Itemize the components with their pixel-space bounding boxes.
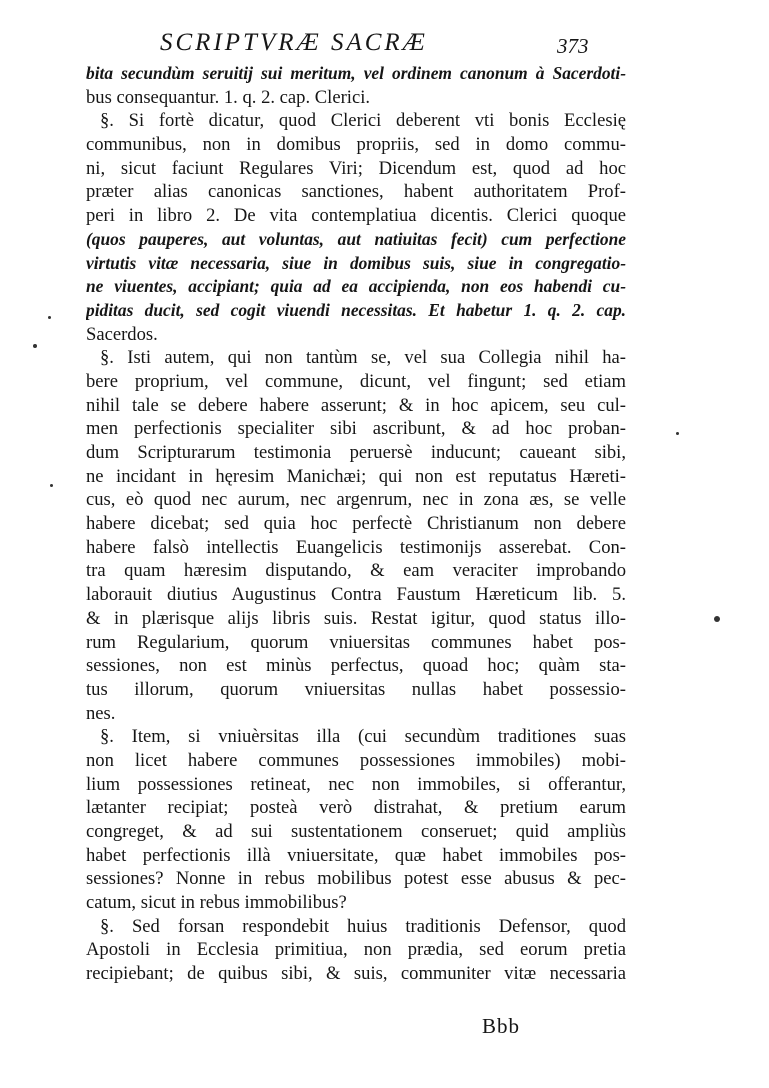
text-line: congreget, & ad sui sustentationem conseruet; quid ampliùs xyxy=(86,821,626,842)
text-line: habere dicebat; sed quia hoc perfectè Christianum non debere xyxy=(86,513,626,535)
ink-speck xyxy=(33,344,37,348)
text-line: lætanter recipiat; posteà verò distrahat, & pretium earum xyxy=(86,797,626,819)
ink-speck xyxy=(48,316,51,319)
text-line: ni, sicut faciunt Regulares Viri; Dicendum est, quod ad hoc xyxy=(86,157,626,179)
text-line: recipiebant; de quibus sibi, & suis, communiter vitæ necessaria xyxy=(86,963,626,985)
text-line: communibus, non in domibus propriis, sed in domo commu- xyxy=(86,134,626,156)
text-line: nes. xyxy=(86,702,116,724)
text-line: §. Sed forsan respondebit huius traditionis Defensor, quod xyxy=(100,915,626,937)
text-line: dum Scripturarum testimonia peruersè inducunt; caueant sibi, xyxy=(86,442,626,463)
text-line: sessiones? Nonne in rebus mobilibus potest esse abusus & pec- xyxy=(86,868,626,890)
text-line: catum, sicut in rebus immobilibus? xyxy=(86,892,347,914)
text-line: non licet habere communes possessiones immobiles) mobi- xyxy=(86,749,626,771)
text-line: peri in libro 2. De vita contemplatiua dicentis. Clerici quoque xyxy=(86,205,626,227)
text-line: tus illorum, quorum vniuersitas nullas habet possessio- xyxy=(86,678,626,700)
text-line: §. Isti autem, qui non tantùm se, vel sua Collegia nihil ha- xyxy=(100,347,626,369)
body-text xyxy=(86,62,626,986)
page-number: 373 xyxy=(557,34,589,58)
text-line: cus, eò quod nec aurum, nec argenrum, nec in zona æs, se velle xyxy=(86,489,626,511)
text-line: nihil tale se debere habere asserunt; & in hoc apicem, seu cul- xyxy=(86,394,626,416)
text-line: §. Si fortè dicatur, quod Clerici deberent vti bonis Ecclesię xyxy=(100,110,626,132)
text-line: bita secundùm seruitij sui meritum, vel ordinem canonum à Sacerdoti- xyxy=(86,63,626,83)
text-line: rum Regularium, quorum vniuersitas communes habet pos- xyxy=(86,631,626,653)
text-line: piditas ducit, sed cogit viuendi necessitas. Et habetur 1. q. 2. cap. xyxy=(86,299,626,320)
text-line: habet perfectionis illà vniuersitate, quæ habet immobiles pos- xyxy=(86,844,626,866)
signature-mark: Bbb xyxy=(482,1014,521,1038)
text-line: ne viuentes, accipiant; quia ad ea accipienda, non eos habendi cu- xyxy=(86,276,626,297)
text-line: (quos pauperes, aut voluntas, aut natiuitas fecit) cum perfectione xyxy=(86,228,626,249)
text-line: laborauit diutius Augustinus Contra Faustum Hæreticum lib. 5. xyxy=(86,584,626,606)
text-line: Apostoli in Ecclesia primitiua, non prædia, sed eorum pretia xyxy=(86,939,626,961)
running-title: SCRIPTVRÆ SACRÆ xyxy=(160,29,428,56)
ink-speck xyxy=(50,484,53,487)
text-line: virtutis vitæ necessaria, siue in domibus suis, siue in congregatio- xyxy=(86,252,626,273)
text-line: Sacerdos. xyxy=(86,323,158,345)
ink-speck xyxy=(714,616,720,622)
text-line: præter alias canonicas sanctiones, habent authoritatem Prof- xyxy=(86,181,626,203)
text-line: men perfectionis specialiter sibi ascribunt, & ad hoc proban- xyxy=(86,418,626,440)
text-line: sessiones, non est minùs perfectus, quoad hoc; quàm sta- xyxy=(86,655,626,677)
text-line: & in plærisque alijs libris suis. Restat igitur, quod status illo- xyxy=(86,607,626,629)
text-line: bere proprium, vel commune, dicunt, vel fingunt; sed etiam xyxy=(86,370,626,392)
text-line: habere falsò intellectis Euangelicis testimonijs asserebat. Con- xyxy=(86,536,626,558)
text-line: §. Item, si vniuèrsitas illa (cui secundùm traditiones suas xyxy=(100,726,626,748)
text-line: ne incidant in hęresim Manichæi; qui non est reputatus Hæreti- xyxy=(86,465,626,487)
text-line: bus consequantur. 1. q. 2. cap. Clerici. xyxy=(86,86,371,108)
text-line: tra quam hæresim disputando, & eam veraciter improbando xyxy=(86,560,626,582)
text-line: lium possessiones retineat, nec non immobiles, si offerantur, xyxy=(86,773,626,795)
ink-speck xyxy=(676,432,679,435)
